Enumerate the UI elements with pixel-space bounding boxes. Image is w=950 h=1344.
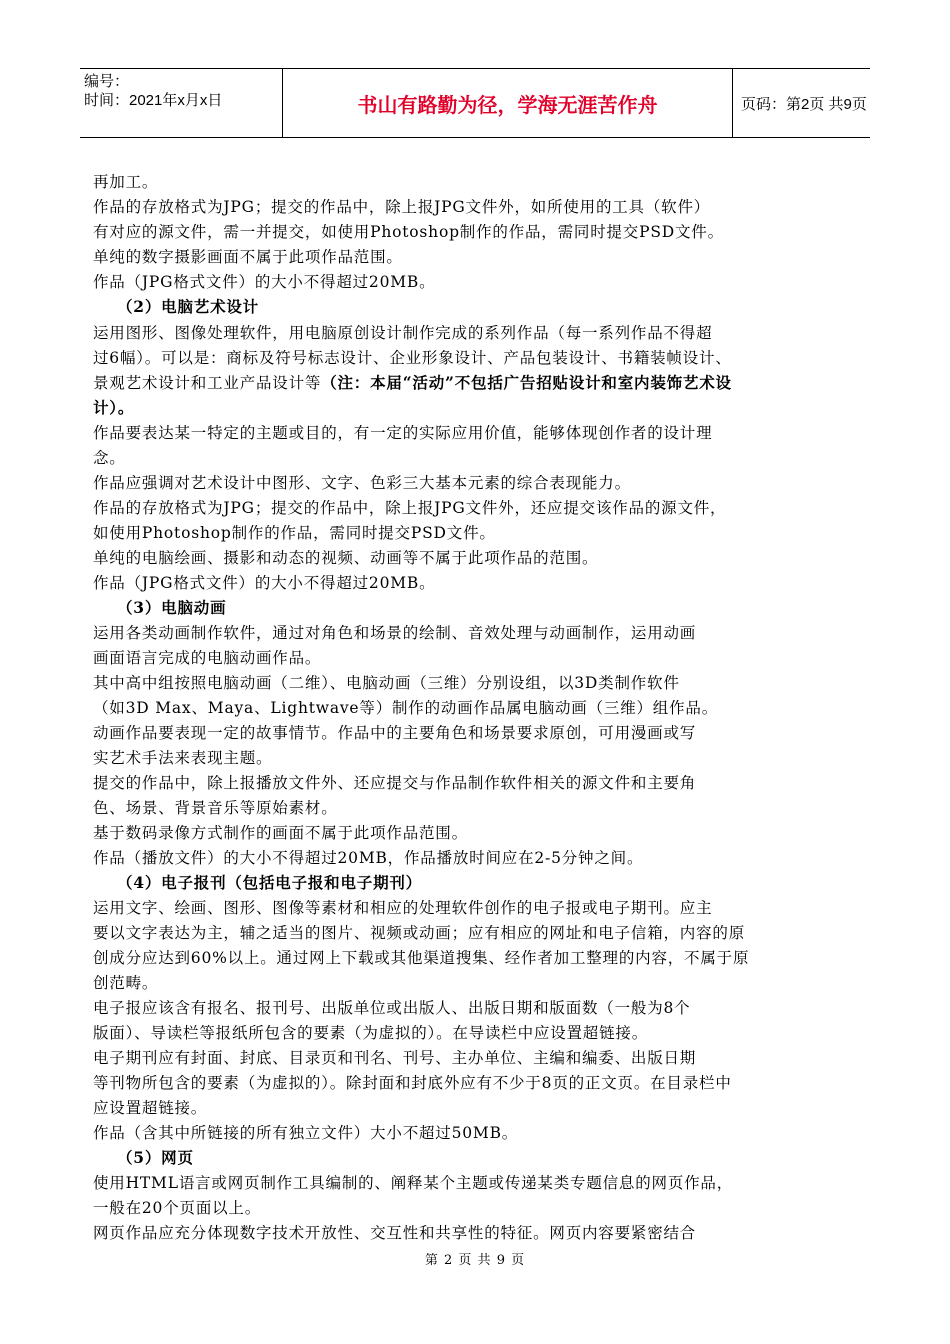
text-line: 运用图形、图像处理软件，用电脑原创设计制作完成的系列作品（每一系列作品不得超: [93, 324, 713, 342]
text-line: 电子报应该含有报名、报刊号、出版单位或出版人、出版日期和版面数（一般为8个: [93, 999, 691, 1017]
text-line: 再加工。: [93, 173, 159, 191]
text-line: 使用HTML语言或网页制作工具编制的、阐释某个主题或传递某类专题信息的网页作品，: [93, 1174, 734, 1192]
header-page-number: 页码：第2页 共9页: [741, 95, 867, 113]
text-line: 运用文字、绘画、图形、图像等素材和相应的处理软件创作的电子报或电子期刊。应主: [93, 899, 713, 917]
text-line: 作品的存放格式为JPG；提交的作品中，除上报JPG文件外，如所使用的工具（软件）: [93, 198, 711, 216]
text-line: 作品（JPG格式文件）的大小不得超过20MB。: [93, 273, 436, 291]
text-line: 一般在20个页面以上。: [93, 1199, 262, 1217]
text-line: 单纯的电脑绘画、摄影和动态的视频、动画等不属于此项作品的范围。: [93, 549, 599, 567]
text-line: 动画作品要表现一定的故事情节。作品中的主要角色和场景要求原创，可用漫画或写: [93, 724, 697, 742]
text-line: 等刊物所包含的要素（为虚拟的）。除封面和封底外应有不少于8页的正文页。在目录栏中: [93, 1074, 732, 1092]
text-line: 网页作品应充分体现数字技术开放性、交互性和共享性的特征。网页内容要紧密结合: [93, 1224, 697, 1242]
text-line: 基于数码录像方式制作的画面不属于此项作品范围。: [93, 824, 468, 842]
text-line: 过6幅）。可以是：商标及符号标志设计、企业形象设计、产品包装设计、书籍装帧设计、: [93, 349, 732, 367]
text-line: 创成分应达到60%以上。通过网上下载或其他渠道搜集、经作者加工整理的内容，不属于原: [93, 949, 750, 967]
text-segment: 景观艺术设计和工业产品设计等: [93, 374, 322, 392]
text-line: 如使用Photoshop制作的作品，需同时提交PSD文件。: [93, 524, 496, 542]
text-line: 作品应强调对艺术设计中图形、文字、色彩三大基本元素的综合表现能力。: [93, 474, 631, 492]
text-line: 电子期刊应有封面、封底、目录页和刊名、刊号、主办单位、主编和编委、出版日期: [93, 1049, 697, 1067]
section-heading: （5）网页: [117, 1148, 194, 1167]
text-line: 作品（含其中所链接的所有独立文件）大小不超过50MB。: [93, 1124, 519, 1142]
text-line: 单纯的数字摄影画面不属于此项作品范围。: [93, 248, 403, 266]
page-footer: 第 2 页 共 9 页: [424, 1253, 526, 1268]
text-line: 提交的作品中，除上报播放文件外、还应提交与作品制作软件相关的源文件和主要角: [93, 774, 697, 792]
time-label: 时间：2021年x月x日: [84, 92, 223, 109]
text-line: [93, 371, 732, 393]
text-line: 色、场景、背景音乐等原始素材。: [93, 799, 338, 817]
page-header: [80, 68, 870, 138]
text-line: 念。: [93, 449, 126, 467]
text-line: 应设置超链接。: [93, 1099, 208, 1117]
text-line: （如3D Max、Maya、Lightwave等）制作的动画作品属电脑动画（三维）组作品。: [93, 699, 719, 717]
text-line: 实艺术手法来表现主题。: [93, 749, 273, 767]
text-line: 作品要表达某一特定的主题或目的，有一定的实际应用价值，能够体现创作者的设计理: [93, 424, 713, 442]
text-line: 其中高中组按照电脑动画（二维）、电脑动画（三维）分别设组，以3D类制作软件: [93, 674, 680, 692]
section-heading: （3）电脑动画: [117, 598, 227, 617]
text-line: 创范畴。: [93, 974, 159, 992]
text-line: 作品（播放文件）的大小不得超过20MB，作品播放时间应在2-5分钟之间。: [93, 849, 644, 867]
text-line: 运用各类动画制作软件，通过对角色和场景的绘制、音效处理与动画制作，运用动画: [93, 624, 697, 642]
header-meta: [80, 69, 283, 137]
number-label: 编号：: [84, 73, 130, 90]
bold-note-continued: 计）。: [93, 398, 135, 417]
text-line: 要以文字表达为主，辅之适当的图片、视频或动画；应有相应的网址和电子信箱，内容的原: [93, 924, 746, 942]
bold-note: （注：本届“活动”不包括广告招贴设计和室内装饰艺术设: [321, 373, 732, 392]
section-heading: （2）电脑艺术设计: [117, 297, 259, 316]
text-line: 版面）、导读栏等报纸所包含的要素（为虚拟的）。在导读栏中应设置超链接。: [93, 1024, 649, 1042]
text-line: 作品的存放格式为JPG；提交的作品中，除上报JPG文件外，还应提交该作品的源文件，: [93, 499, 727, 517]
text-line: 画面语言完成的电脑动画作品。: [93, 649, 322, 667]
section-heading: （4）电子报刊（包括电子报和电子期刊）: [117, 873, 422, 892]
text-line: 有对应的源文件，需一并提交，如使用Photoshop制作的作品，需同时提交PSD文件。: [93, 223, 724, 241]
header-motto: 书山有路勤为径，学海无涯苦作舟: [283, 69, 733, 137]
text-line: 作品（JPG格式文件）的大小不得超过20MB。: [93, 574, 436, 592]
